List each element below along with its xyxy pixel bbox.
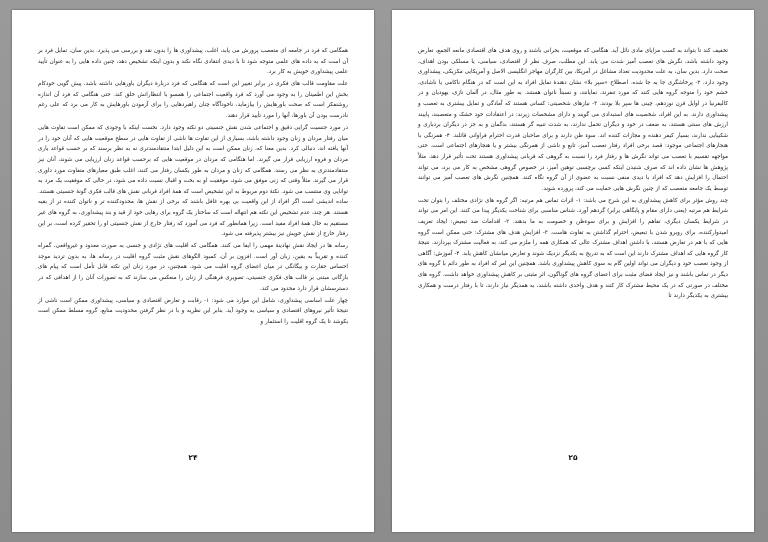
left-paragraph: رسانه ها در ایجاد نقش نهادینهٔ مهمی را ایفا می کنند. همگامی که اقلیت های نژادی و جنسی به صورت معدود و غیرواقعی، گمراه کننده و تقریباً به یقین، زبان آور است. افزون بر آن، کمبود الگوهای نقش مثبت گروه اقلیت در رسانه ها، به بدون تردید موجد احساس حقارت و بیگانگی در میان اعضای گروه اقلیت می شود. همچنین، در مورد زنان این نکته قابل تأمل است که پیام های بازگانی مبتنی بر قالب های فکری جنسیتی، تصویری فرهنگی از زنان را منعکس می سازند که به تصورات آنان را از اهدافی که در دسترسشان قرار دارد محدود می کند. (38, 243, 348, 292)
right-paragraph: چند روش مؤثر برای کاهش پیشداوری به این شرح می باشد: ۱- اثرات تماس هم مرتبه: اگر گروه های نژادی مختلف را بتوان تحت شرایط هم مرتبه (یعنی دارای مقام و پایگاهی برابر) گردهم آورد، شناس مناسبی برای شناخت یکدیگر پیدا می کنند. این امر می تواند در شرایط یکسان دیگری، تفاهم را افزایش و برای سوءظن و خصومت به ما بدهند. ۲- اقدامات ضد تبعیض: ایجاد تعریف امیدوارکننده، برای روبرو شدن با تبعیض، احترام گذاشتن به تفاوت هاست. ۳- افزایش هدف های مشترک: حتی ممکن است گروه هایی که با هم در تعارض هستند، با داشتن اهداف مشترک عالی که همکاری همه را ملزم می کند، به فعالیت مشترک بپردازند. نتیجهٔ کار گروه هایی که اهداف مشترک دارند این است که به تدریج به یکدیگر نزدیک شوند و تعارض میانشان کاهش یابد. ۴- آموزش: آگاهی از وجود تعصب خود و دیگران می تواند اولین گام به سوی کاهش پیشداوری باشد. همچنین این امر که افراد به طور دائم با گروه های دیگر در تماس باشند و نیز ایجاد فضای مثبت برای اعضای گروه های گوناگون، اثر مثبتی بر کاهش پیشداوری خواهد داشت. گروه های مختلف در صورتی که در یک محیط مشترک کار کنند و هدف واحدی داشته باشند، به همدیگر نیاز دارند، تا با رفتار درست و همکاری بیشتری به یکدیگر دارند تا (418, 197, 728, 300)
left-paragraph: چهار علت اساسی پیشداوری، شامل این موارد می شود: ۱- رقابت و تعارض اقتصادی و سیاسی، پیشداوری ممکن است ناشی از نتیجهٔ تأثیر نیروهای اقتصادی و سیاسی به وجود آید. بنابر این نظریه و با در نظر گرفتن محدودیت منابع، گروه مسلط ممکن است بکوشد تا یک گروه اقلیت را استثمار و (38, 297, 348, 325)
left-paragraph: همگامی که فرد در جامعه ای متعصب پرورش می یابد، اغلب، پیشداوری ها را بدون نقد و بررسی می پذیرد. بدین سان، تمایل فرد بر آن است که به داده های علمی متوجه شود تا با دیدی انتقادی نگاه نکند و بدون اینکه تشخیص دهد، چنین داده هایی را به عنوان تأیید علمی پیشداوری خویش به کار برد. (38, 48, 348, 76)
left-page-body (38, 46, 348, 329)
right-page-number: ۲۵ (568, 453, 578, 462)
left-paragraph: علت مقاومت قالب های فکری در برابر تغییر این است که هنگامی که فرد دربارهٔ دیگران باورهایی داشته باشد، پیش گویی خودکام بخش این اطمینان را به وجود می آورد که فرد واقعیت اجتماعی را همسو با انتظاراتش خلق کند. حتی هنگامی که فرد آن اندازه روشنفکر است که صحت باورهایش را بیازماید، ناخودآگاه چنان راهبردهایی را برای آزمودن باورهایش به کار می برد که علی رغم نادرست بودن آن باورها، آنها را مورد تأیید قرار دهند. (38, 81, 348, 120)
left-page-number: ۲۴ (188, 453, 198, 462)
left-page (12, 10, 374, 532)
right-paragraph: تخفیف کند تا بتواند به کسب مزایای مادی نائل آید. هنگامی که موقعیت، بحرانی باشند و روی هدف های اقتصادی مانعه الجمع، تعارض وجود داشته باشد، نگرش های تعصب آمیز شدت می یابد. این مطلب، صرف نظر از اقتصادی، سیاسی، یا مسلکی بودن اهداف، صحت دارد. بدین سان، به علت محدودیت تعداد مشاغل در آمریکا، بین کارگران مهاجر انگلیسی الاصل و آمریکایی مکزیکی، پیشداوری وجود دارد. ۲- پرخاشگری جا به جا شده. اصطلاح «سپر بلا» نشان دهندهٔ تمایل افراد به این است که در هنگام ناکامی یا ناشادی، خشم خود را متوجه گروه هایی کنند که مورد تنفرند، نمایانند، و نسبتاً ناتوان هستند. به طور مثال، در آلمان نازی، یهودیان و در کالیفرنیا در اوایل قرن نوزدهم، چینی ها سپر بلا بودند. ۳- نیازهای شخصیتی: کسانی هستند که آمادگی و تمایل بیشتری به تعصب و پیشداوری دارند. به این افراد، شخصیت های استبدادی می گویند و دارای مشخصات زیرند: در اعتقادات خود خشک و متعصبند، پایبند ارزش های سنتی هستند، به ضعف در خود و دیگران تحمل ندارند، به شدت تنبیه گر هستند، بدگمان و به جز در دیگران بردباری و شکیبایی ندارند، بسیار کیفر دهنده و مجازات کننده اند. سوء ظن دارند و برای صاحبان قدرت احترام فراوانی قائلند. ۴- همرنگی با هنجارهای اجتماعی موجود: قصد برخی افراد رفتار تعصب آمیز، تابع و ناشی از همرنگی بیشتر و یا هنجارهای اجتماعی است. حتی مواجهه تقسیم با تعصب می تواند نگرش ها و رفتار فرد را نسبت به گروهی که قربانی پیشداوری هستند تحت تأثیر قرار دهد. مثلاً پژوهش ها نشان داده اند که صرف شنیدن اینکه کسی برچسبی توهین آمیز، در خصوص گروهی مشخص به کار می برد، می تواند احتمال را افزایش دهد که افراد با دیدی منفی نسبت به عضوی از آن گروه نگاه کنند. همچنین نگرش های تعصب آمیز می توانند توسط یک جامعه متعصب که از چنین نگرش هایی حمایت می کند، پرورده شوند. (418, 48, 728, 192)
right-page (392, 10, 754, 532)
right-page-body (418, 46, 728, 303)
left-paragraph: در مورد جنسیت گرایی دقیق و اجتماعی شدن نقش جنسیتی دو نکته وجود دارد. نخست اینکه با وجودی که ممکن است تفاوت هایی میان رفتار مردان و زنان وجود داشته باشد، بسیاری از این تفاوت ها ناشی از تفاوت هایی در سطح موقعیت هایی که آنان خود را در آنها یافته اند، دنبالی کرد. بدین معنا که، زنان ممکن است به این دلیل ابتدا منتقادمندتری نه به نظر برسند که بر حسب قواعد یاری مردان و فروه ارزیابی قرار می گیرند. اما هنگامی که مردان در موقعیت هایی که برحسب قواعد زنان ارزیابی می شوند، آنان نیز منتقادمندتری به نظر می رسند. همگامی که زنان و مردان به طور یکسان رفتار می کنند، اغلب طبق معیارهای متفاوت مورد داوری قرار می گیرند. مثلاً وقتی که زنی موفق می شود، موفقیت او به بخت و اقبال نسبت داده می شود، در حالی که موفقیت یک مرد به توانایی وی منتسب می شود. نکتهٔ دوم مربوط به این تشخیص است که همهٔ افراد قربانی نقش های قالب فکری گونهٔ جنسیتی هستند. ساده اندیشی است اگر افراد از این واقعیت بی بهره غافل باشند که برخی از نقش ها، محدودکننده تر و ناتوان کننده تر از بقیه هستند. هر چند، عدم تشخیص این نکته هم انتهاله است که ساختار یک گروه برای رهایی خود از قید و بند پیشداوری، به گروه های غیر مستقیم به حال همهٔ افراد مفید است. زیرا همانطور که فرد می آموزد که رفتار خارج از نقش جنسیتی او را تحقیر کرده است، بر این رفتار خارج از نقش خویش نیز بیشتر پذیرفته می شود. (38, 125, 348, 238)
